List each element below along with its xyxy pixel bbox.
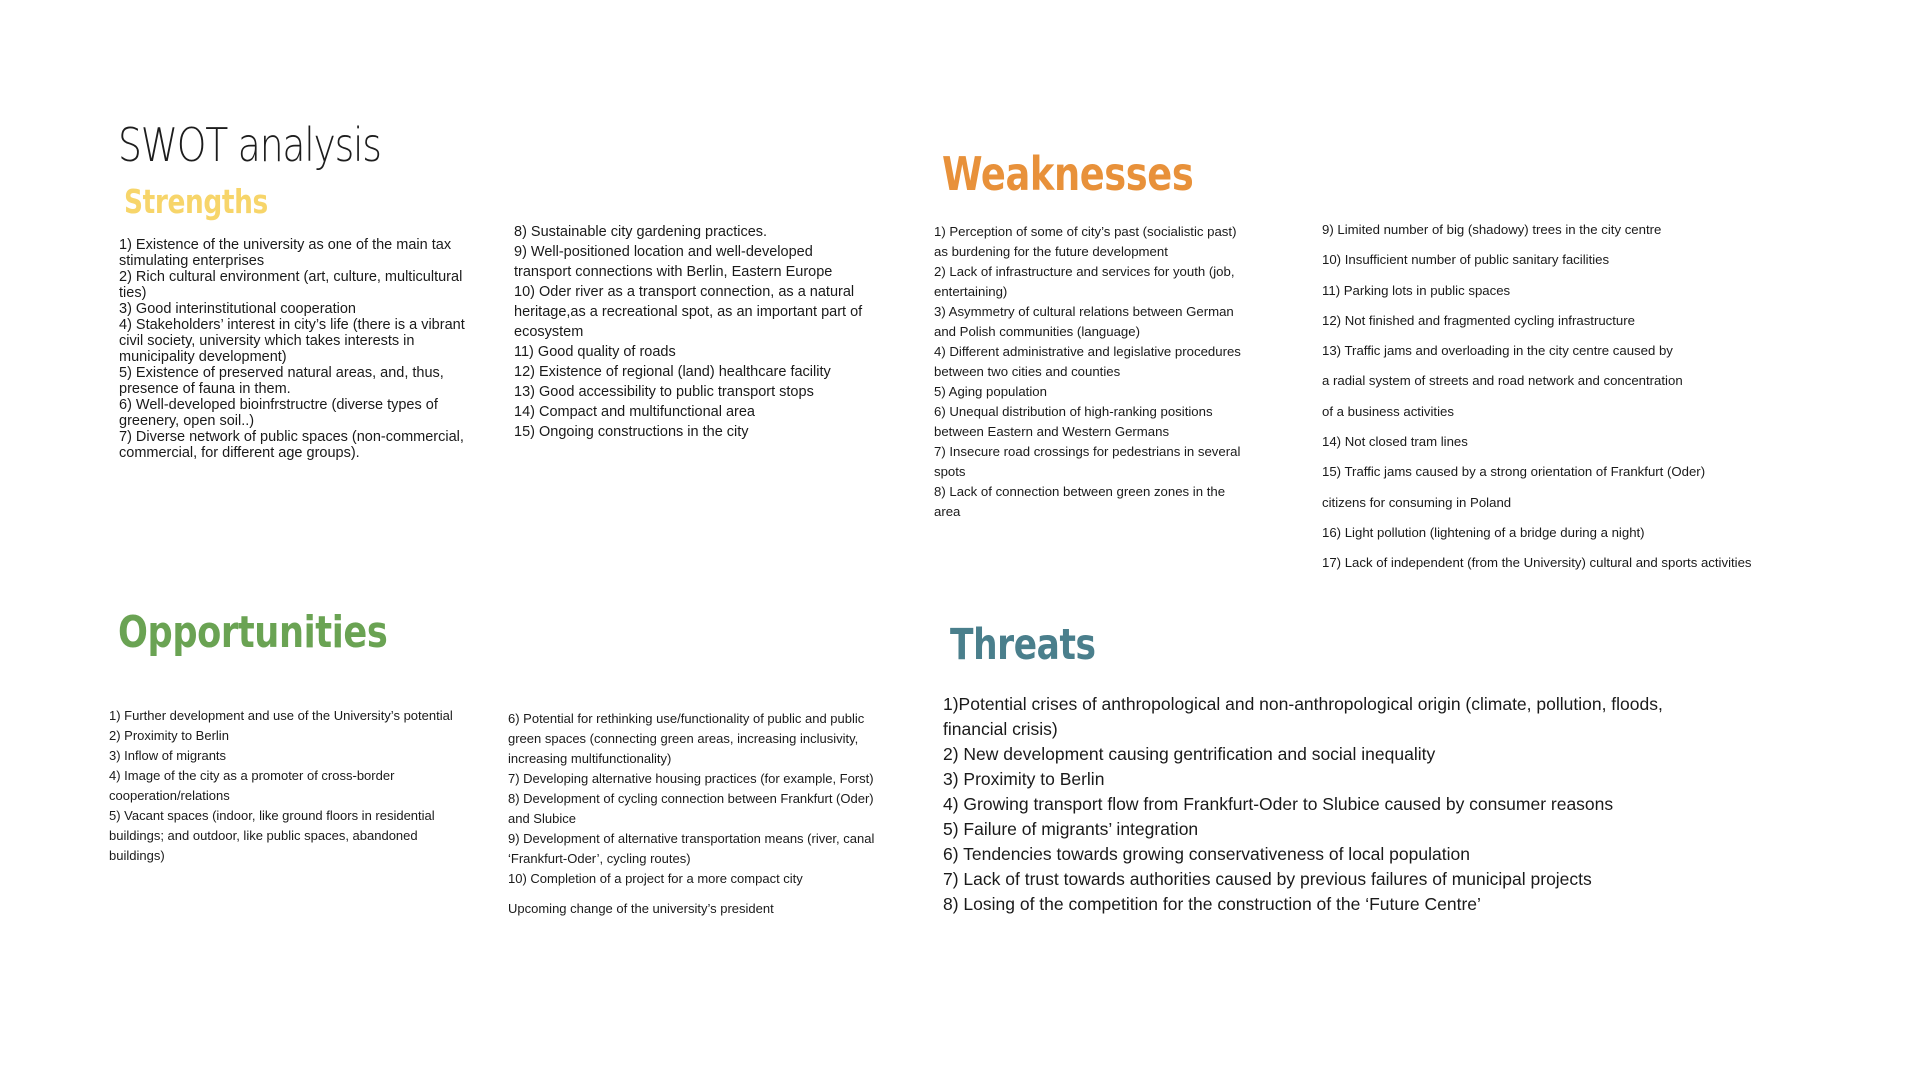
list-item: 16) Light pollution (lightening of a bridge during a night) [1322, 524, 1645, 540]
list-item: 14) Not closed tram lines [1322, 434, 1468, 450]
list-item: 11) Parking lots in public spaces [1322, 282, 1511, 298]
list-item: 8) Losing of the competition for the construction of the ‘Future Centre’ [943, 894, 1481, 914]
threats-list [943, 692, 1683, 917]
strengths-list-2 [514, 222, 864, 442]
list-item: 6) Well-developed bioinfrstructre (diverse types of greenery, open soil..) [119, 397, 438, 429]
list-item: 7) Insecure road crossings for pedestrians in several spots [934, 444, 1241, 479]
strengths-heading: Strengths [124, 182, 268, 221]
list-item: 8) Development of cycling connection between Frankfurt (Oder) and Slubice [508, 791, 874, 826]
list-item: a radial system of streets and road network and concentration [1322, 373, 1683, 389]
list-item: 3) Good interinstitutional cooperation [119, 301, 356, 317]
strengths-list-1 [119, 237, 481, 461]
list-item: 3) Proximity to Berlin [943, 769, 1105, 789]
list-item: 7) Diverse network of public spaces (non-commercial, commercial, for different age groups). [119, 429, 464, 461]
list-item: 14) Compact and multifunctional area [514, 404, 755, 420]
list-item: 10) Insufficient number of public sanitary facilities [1322, 252, 1610, 268]
list-item: 6) Potential for rethinking use/functionality of public and public green spaces (connecting green areas, increasing inclusivity, increasing multifunctionality) [508, 711, 865, 766]
list-item: 6) Tendencies towards growing conservativeness of local population [943, 844, 1470, 864]
list-item: 10) Completion of a project for a more compact city [508, 871, 803, 886]
list-item: 5) Existence of preserved natural areas, and, thus, presence of fauna in them. [119, 365, 444, 397]
opportunities-list-1 [109, 706, 471, 866]
threats-heading: Threats [950, 620, 1096, 670]
list-item: 4) Stakeholders’ interest in city’s life (there is a vibrant civil society, university which takes interests in municipality development) [119, 317, 465, 365]
list-item: 2) Rich cultural environment (art, culture, multicultural ties) [119, 269, 463, 301]
list-item: 1)Potential crises of anthropological and non-anthropological origin (climate, pollution, floods, financial crisis) [943, 694, 1663, 739]
list-item: 13) Good accessibility to public transport stops [514, 384, 814, 400]
list-item: 3) Asymmetry of cultural relations between German and Polish communities (language) [934, 304, 1234, 339]
list-item: 10) Oder river as a transport connection, as a natural heritage,as a recreational spot, as an important part of ecosystem [514, 284, 863, 340]
list-item: 15) Traffic jams caused by a strong orientation of Frankfurt (Oder) [1322, 464, 1706, 480]
list-item: 9) Well-positioned location and well-developed transport connections with Berlin, Eastern Europe [514, 244, 833, 280]
list-item: 9) Development of alternative transportation means (river, canal ‘Frankfurt-Oder’, cycling routes) [508, 831, 875, 866]
list-item: 4) Growing transport flow from Frankfurt-Oder to Slubice caused by consumer reasons [943, 794, 1614, 814]
list-item: 7) Developing alternative housing practices (for example, Forst) [508, 771, 874, 786]
list-item: 8) Lack of connection between green zones in the area [934, 484, 1226, 519]
list-item: citizens for consuming in Poland [1322, 494, 1512, 510]
list-item: 13) Traffic jams and overloading in the city centre caused by [1322, 343, 1673, 359]
list-item: 8) Sustainable city gardening practices. [514, 224, 768, 240]
opportunities-list-2 [508, 709, 888, 919]
weaknesses-list-2 [1322, 215, 1792, 579]
opportunities-heading: Opportunities [118, 607, 388, 658]
weaknesses-list-1 [934, 222, 1254, 522]
list-item: 12) Existence of regional (land) healthcare facility [514, 364, 831, 380]
list-item: 4) Different administrative and legislative procedures between two cities and counties [934, 344, 1241, 379]
list-item: 15) Ongoing constructions in the city [514, 424, 749, 440]
page-title: SWOT analysis [118, 118, 381, 172]
list-item: 12) Not finished and fragmented cycling infrastructure [1322, 312, 1635, 328]
list-item: 1) Existence of the university as one of the main tax stimulating enterprises [119, 237, 452, 269]
list-item: 5) Aging population [934, 384, 1047, 399]
list-item: 3) Inflow of migrants [109, 748, 227, 763]
list-item: 2) New development causing gentrification and social inequality [943, 744, 1436, 764]
list-item: of a business activities [1322, 403, 1454, 419]
weaknesses-heading: Weaknesses [942, 147, 1194, 201]
list-item: 5) Vacant spaces (indoor, like ground floors in residential buildings; and outdoor, like public spaces, abandoned buildings) [109, 808, 435, 863]
list-item: 11) Good quality of roads [514, 344, 676, 360]
list-item: 1) Perception of some of city’s past (socialistic past) as burdening for the future development [934, 224, 1237, 259]
list-item: 2) Lack of infrastructure and services for youth (job, entertaining) [934, 264, 1235, 299]
list-item: 17) Lack of independent (from the University) cultural and sports activities [1322, 555, 1752, 571]
list-item: 1) Further development and use of the University’s potential [109, 708, 453, 723]
list-item: 4) Image of the city as a promoter of cross-border cooperation/relations [109, 768, 395, 803]
list-item: 7) Lack of trust towards authorities caused by previous failures of municipal projects [943, 869, 1592, 889]
list-item: Upcoming change of the university’s president [508, 901, 774, 916]
list-item: 6) Unequal distribution of high-ranking positions between Eastern and Western Germans [934, 404, 1213, 439]
list-item: 5) Failure of migrants’ integration [943, 819, 1199, 839]
list-item: 2) Proximity to Berlin [109, 728, 229, 743]
list-item: 9) Limited number of big (shadowy) trees in the city centre [1322, 222, 1662, 237]
